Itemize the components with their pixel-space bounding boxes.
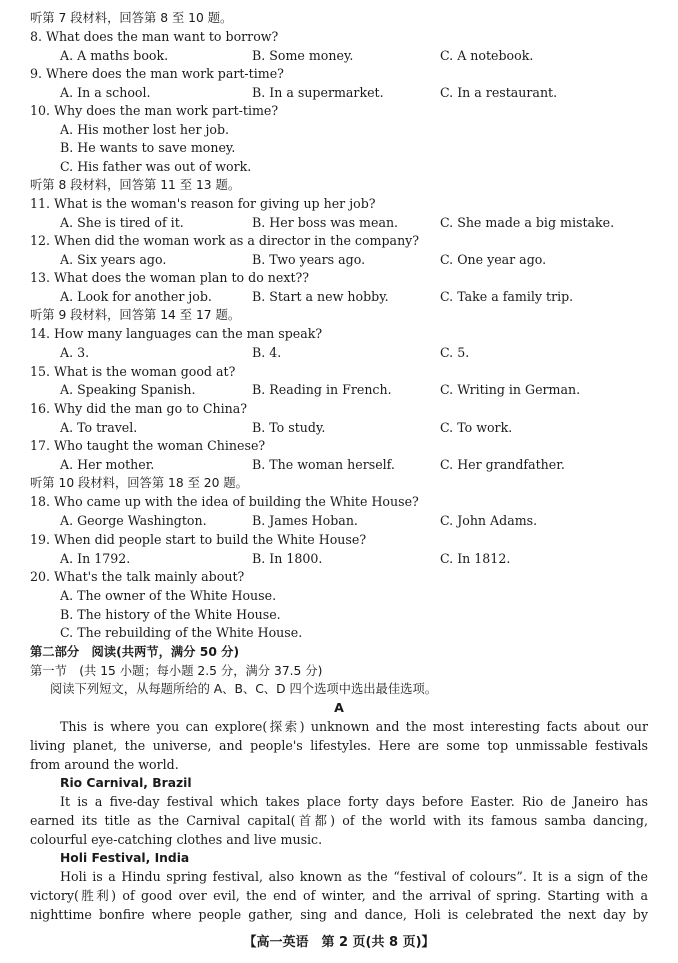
q11-stem: 11. What is the woman's reason for giving up her job? <box>30 196 376 211</box>
q15-stem: 15. What is the woman good at? <box>30 364 236 379</box>
q17-option-c: C. Her grandfather. <box>440 457 565 472</box>
q19-option-a: A. In 1792. <box>60 551 131 566</box>
q18-options <box>0 512 678 531</box>
q18-option-c: C. John Adams. <box>440 513 538 528</box>
festival-2-line-3: nighttime bonfire where people gather, sing and dance, Holi is celebrated the next day by <box>30 907 648 922</box>
q12-stem: 12. When did the woman work as a director in the company? <box>30 233 420 248</box>
festival-1-line-3: colourful eye-catching clothes and live music. <box>30 832 323 847</box>
q16-option-c: C. To work. <box>440 420 513 435</box>
q8-option-c: C. A notebook. <box>440 48 534 63</box>
q18-option-b: B. James Hoban. <box>252 513 358 528</box>
q11-option-a: A. She is tired of it. <box>60 215 184 230</box>
q17-option-b: B. The woman herself. <box>252 457 395 472</box>
passage-label: A <box>334 700 344 715</box>
q13-option-b: B. Start a new hobby. <box>252 289 389 304</box>
q14-option-a: A. 3. <box>60 345 90 360</box>
part2-heading: 第二部分 阅读(共两节，满分 50 分) <box>30 645 240 659</box>
festival-1-line-2: earned its title as the Carnival capital(首都) of the world with its famous samba dancing, <box>30 813 648 828</box>
q11-option-b: B. Her boss was mean. <box>252 215 399 230</box>
q15-option-a: A. Speaking Spanish. <box>60 382 196 397</box>
q15-option-b: B. Reading in French. <box>252 382 392 397</box>
group-8-header: 听第 8 段材料，回答第 11 至 13 题。 <box>30 178 241 192</box>
q17-stem: 17. Who taught the woman Chinese? <box>30 438 266 453</box>
q12-option-b: B. Two years ago. <box>252 252 366 267</box>
group-10-header: 听第 10 段材料，回答第 18 至 20 题。 <box>30 476 248 490</box>
q12-option-a: A. Six years ago. <box>60 252 167 267</box>
intro-line-1: This is where you can explore(探索) unknown and the most interesting facts about our <box>60 719 648 734</box>
q14-options <box>0 344 678 363</box>
group-7-header: 听第 7 段材料，回答第 8 至 10 题。 <box>30 11 233 25</box>
section1-heading: 第一节 (共 15 小题；每小题 2.5 分，满分 37.5 分) <box>30 664 323 678</box>
q20-option-b: B. The history of the White House. <box>60 607 281 622</box>
festival-1-line-1: It is a five-day festival which takes place forty days before Easter. Rio de Janeiro has <box>60 794 648 809</box>
q10-option-a: A. His mother lost her job. <box>60 122 230 137</box>
intro-line-3: from around the world. <box>30 757 179 772</box>
q9-stem: 9. Where does the man work part-time? <box>30 66 284 81</box>
page-footer: 【高一英语 第 2 页(共 8 页)】 <box>243 935 435 950</box>
q16-option-b: B. To study. <box>252 420 326 435</box>
q14-option-c: C. 5. <box>440 345 470 360</box>
festival-2-line-1: Holi is a Hindu spring festival, also known as the “festival of colours”. It is a sign of the <box>60 869 648 884</box>
q9-option-c: C. In a restaurant. <box>440 85 558 100</box>
q11-option-c: C. She made a big mistake. <box>440 215 615 230</box>
q14-stem: 14. How many languages can the man speak? <box>30 326 323 341</box>
q13-stem: 13. What does the woman plan to do next?? <box>30 270 310 285</box>
q10-option-c: C. His father was out of work. <box>60 159 252 174</box>
q17-option-a: A. Her mother. <box>60 457 155 472</box>
reading-instruction: 阅读下列短文，从每题所给的 A、B、C、D 四个选项中选出最佳选项。 <box>50 682 438 696</box>
q10-stem: 10. Why does the man work part-time? <box>30 103 279 118</box>
q12-options <box>0 251 678 270</box>
q20-option-c: C. The rebuilding of the White House. <box>60 625 303 640</box>
intro-line-2: living planet, the universe, and people's lifestyles. Here are some top unmissable festivals <box>30 738 648 753</box>
q12-option-c: C. One year ago. <box>440 252 547 267</box>
q16-stem: 16. Why did the man go to China? <box>30 401 247 416</box>
group-9-header: 听第 9 段材料，回答第 14 至 17 题。 <box>30 308 241 322</box>
q8-options <box>0 47 678 66</box>
q9-options <box>0 84 678 103</box>
q20-stem: 20. What's the talk mainly about? <box>30 569 245 584</box>
q20-option-a: A. The owner of the White House. <box>60 588 277 603</box>
q8-stem: 8. What does the man want to borrow? <box>30 29 279 44</box>
q15-option-c: C. Writing in German. <box>440 382 581 397</box>
q9-option-b: B. In a supermarket. <box>252 85 384 100</box>
q14-option-b: B. 4. <box>252 345 282 360</box>
q19-option-b: B. In 1800. <box>252 551 323 566</box>
q8-option-a: A. A maths book. <box>60 48 169 63</box>
q8-option-b: B. Some money. <box>252 48 354 63</box>
q10-option-b: B. He wants to save money. <box>60 140 236 155</box>
q19-stem: 19. When did people start to build the White House? <box>30 532 367 547</box>
q17-options <box>0 456 678 475</box>
q16-options <box>0 419 678 438</box>
festival-2-line-2: victory(胜利) of good over evil, the end of winter, and the arrival of spring. Starting with a <box>30 888 648 903</box>
q19-options <box>0 550 678 569</box>
q19-option-c: C. In 1812. <box>440 551 511 566</box>
festival-1-title: Rio Carnival, Brazil <box>60 776 192 790</box>
q16-option-a: A. To travel. <box>60 420 138 435</box>
q13-option-c: C. Take a family trip. <box>440 289 574 304</box>
q18-stem: 18. Who came up with the idea of building the White House? <box>30 494 419 509</box>
q15-options <box>0 381 678 400</box>
festival-2-title: Holi Festival, India <box>60 851 190 865</box>
q11-options <box>0 214 678 233</box>
q13-option-a: A. Look for another job. <box>60 289 212 304</box>
q9-option-a: A. In a school. <box>60 85 151 100</box>
q18-option-a: A. George Washington. <box>60 513 207 528</box>
q13-options <box>0 288 678 307</box>
